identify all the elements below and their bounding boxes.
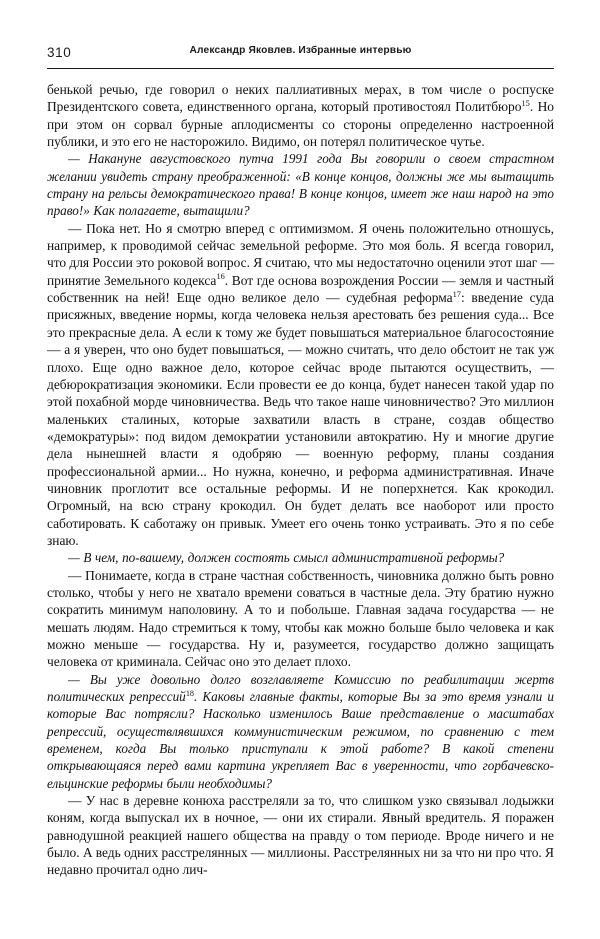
header-rule bbox=[47, 68, 554, 69]
footnote-marker: 17 bbox=[452, 289, 461, 299]
page-number: 310 bbox=[47, 45, 72, 60]
paragraph-answer: — Пока нет. Но я смотрю вперед с оптимизмом. Я очень положительно отношусь, например, к проводимой сейчас земельной реформе. Это моя боль. Я всегда говорил, что для России это роковой вопрос. Я считаю, что мы недостаточно оценили этот шаг — принятие Земельного кодекса$^{16}$. Вот где основа возрождения России — земля и частный собственник на ней! Еще одно великое дело — судебная реформа$^{17}$: введение суда присяжных, введение нормы, когда человека нельзя арестовать без решения суда... Все это прекрасные дела. А если к тому же будет повышаться материальное благосостояние — а я уверен, что оно будет повышаться, — можно считать, что дело обстоит не так уж плохо. Еще одно важное дело, которое сейчас вроде пытаются осуществить, — дебюрократизация экономики. Если провести ее до конца, будет нанесен такой удар по этой похабной морде чиновничества. Ведь что такое наше чиновничество? Это миллион маленьких сталиных, которые захватили власть в стране, создав общество «демократуры»: под видом демократии установили автократию. Ну и многие другие дела нынешней власти я одобряю — военную реформу, планы создания профессиональной армии... Но нужна, конечно, и реформа административная. Иначе чиновник проглотит все остальные реформы. И не поперхнется. Как крокодил. Огромный, на всю страну крокодил. Он будет делать все наоборот или просто саботировать. К саботажу он привык. Умеет его очень тонко устраивать. Это я по себе знаю. bbox=[47, 220, 554, 548]
paragraph-answer: — Понимаете, когда в стране частная собственность, чиновника должно быть ровно столько, чтобы у него не хватало времени соваться в частные дела. Эту братию нужно сократить минимум наполовину. А то и побольше. Главная задача государства — не мешать людям. Надо стремиться к тому, чтобы как можно больше было человека и как можно меньше — государства. Ну и, разумеется, государство должно защищать человека от криминала. Сейчас оно это делает плохо. bbox=[47, 567, 554, 670]
body-text bbox=[47, 81, 554, 879]
paragraph-answer: — У нас в деревне конюха расстреляли за то, что слишком узко связывал лодыжки коням, когда выпускал их в ночное, — они их стирали. Явный вредитель. Я поражен равнодушной реакцией нашего общества на правду о том периоде. Вроде ничего и не было. А ведь одних расстрелянных — миллионы. Расстрелянных ни за что ни про что. Я недавно прочитал одно лич- bbox=[47, 793, 554, 878]
footnote-marker: 18 bbox=[185, 688, 194, 698]
paragraph-question: — Вы уже довольно долго возглавляете Комиссию по реабилитации жертв политических репрессий$^{18}$. Каковы главные факты, которые Вы за это время узнали и которые Вас потрясли? Насколько изменилось Ваше представление о масштабах репрессий, осуществлявшихся коммунистическим режимом, по сравнению с тем временем, когда Вы только приступали к этой работе? В какой степени открывающаяся перед вами картина укрепляет Вас в уверенности, что горбачевско-ельцинские реформы были необходимы? bbox=[47, 671, 554, 791]
text-column bbox=[47, 45, 554, 879]
paragraph-question: — В чем, по-вашему, должен состоять смысл административной реформы? bbox=[68, 550, 505, 566]
running-head bbox=[47, 45, 554, 67]
running-title: Александр Яковлев. Избранные интервью bbox=[189, 45, 412, 56]
paragraph-question: — Накануне августовского путча 1991 года Вы говорили о своем страстном желании увидеть страну преображенной: «В конце концов, должны же мы вытащить страну на рельсы демократического права! В конце концов, имеет же наш народ на это право!» Как полагаете, вытащили? bbox=[47, 151, 554, 219]
paragraph-answer-continued: бенькой речью, где говорил о неких паллиативных мерах, в том числе о роспуске Президентского совета, единственного органа, который противостоял Политбюро$^{15}$. Но при этом он сорвал бурные аплодисменты со стороны определенно настроенной публики, и это его не насторожило. Видимо, он потерял политическое чутье. bbox=[47, 82, 554, 150]
footnote-marker: 16 bbox=[216, 272, 225, 282]
footnote-marker: 15 bbox=[521, 98, 530, 108]
